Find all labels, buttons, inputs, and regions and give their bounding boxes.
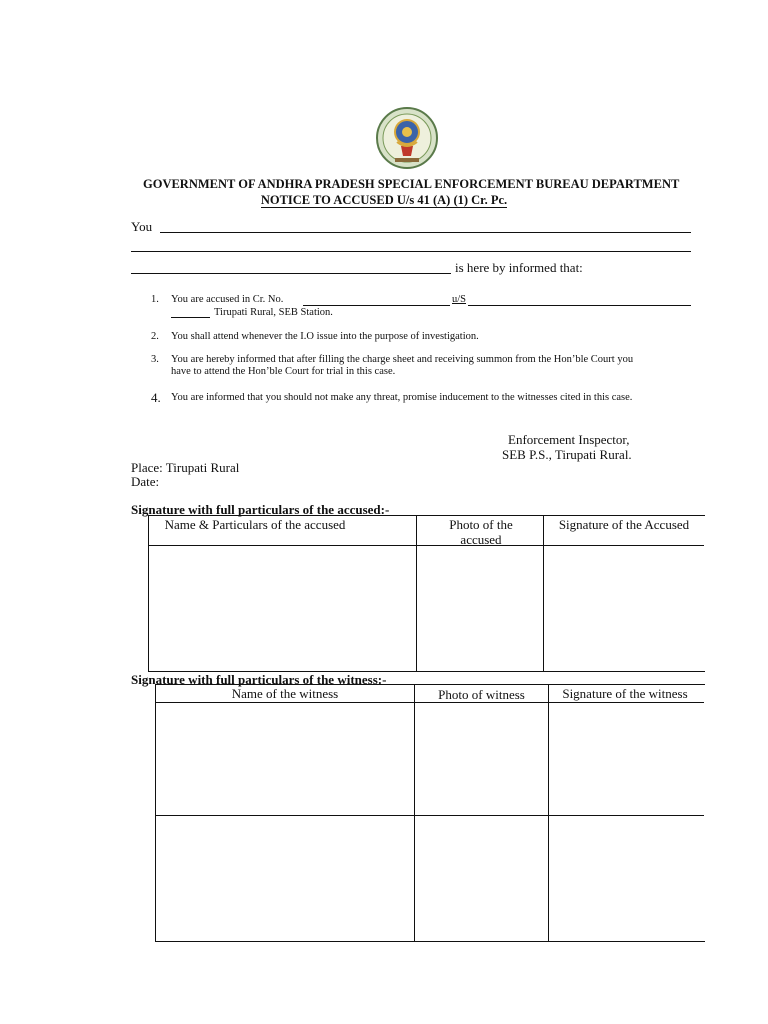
item-2-number: 2. — [151, 331, 159, 342]
witness-col-photo-header: Photo of witness — [438, 687, 525, 702]
item-3-text: You are hereby informed that after filling the charge sheet and receiving summon from the Hon’ble Court you — [171, 354, 634, 365]
witness-table — [155, 684, 705, 942]
item-3-number: 3. — [151, 354, 159, 365]
station-blank — [171, 317, 210, 318]
accused-table-col-divider-2 — [543, 515, 544, 671]
item-1-text: You are accused in Cr. No. — [171, 294, 284, 305]
accused-table — [148, 515, 705, 672]
accused-table-col-divider-1 — [416, 515, 417, 671]
andhra-pradesh-emblem — [375, 106, 439, 170]
item-1-station: Tirupati Rural, SEB Station. — [214, 307, 333, 318]
informed-text: is here by informed that: — [455, 260, 583, 275]
place-label: Place: Tirupati Rural — [131, 460, 240, 475]
notice-title-text: NOTICE TO ACCUSED U/s 41 (A) (1) Cr. Pc. — [260, 193, 508, 207]
section-blank — [468, 305, 691, 306]
you-label: You — [131, 219, 153, 234]
address-blank-line-2 — [131, 273, 451, 274]
crime-number-blank — [303, 305, 450, 306]
address-blank-line-1 — [131, 251, 691, 252]
item-4-number: 4. — [151, 390, 161, 405]
item-1-number: 1. — [151, 294, 159, 305]
witness-table-col-divider-2 — [548, 684, 549, 941]
witness-section-heading: Signature with full particulars of the witness:- — [131, 672, 387, 687]
item-4-text: You are informed that you should not make any threat, promise inducement to the witnesses cited in this case. — [171, 392, 633, 403]
witness-table-header-divider — [155, 702, 704, 703]
notice-title — [0, 193, 768, 208]
accused-col-photo-header: Photo of the accused — [449, 517, 513, 547]
accused-col-signature-header: Signature of the Accused — [558, 517, 690, 532]
department-title: GOVERNMENT OF ANDHRA PRADESH SPECIAL ENFORCEMENT BUREAU DEPARTMENT — [143, 177, 680, 191]
officer-office: SEB P.S., Tirupati Rural. — [502, 447, 632, 462]
officer-designation: Enforcement Inspector, — [508, 432, 630, 447]
witness-table-row-divider — [155, 815, 704, 816]
us-label: u/S — [452, 294, 467, 305]
witness-col-signature-header: Signature of the witness — [562, 686, 688, 701]
witness-col-name-header: Name of the witness — [231, 686, 339, 701]
accused-table-header-divider — [148, 545, 704, 546]
item-3-text-line2: have to attend the Hon’ble Court for trial in this case. — [171, 366, 396, 377]
name-blank-line — [160, 232, 691, 233]
witness-table-col-divider-1 — [414, 684, 415, 941]
accused-col-name-header: Name & Particulars of the accused — [164, 517, 346, 532]
accused-section-heading: Signature with full particulars of the accused:- — [131, 502, 390, 517]
item-2-text: You shall attend whenever the I.O issue into the purpose of investigation. — [171, 331, 479, 342]
date-label: Date: — [131, 474, 160, 489]
